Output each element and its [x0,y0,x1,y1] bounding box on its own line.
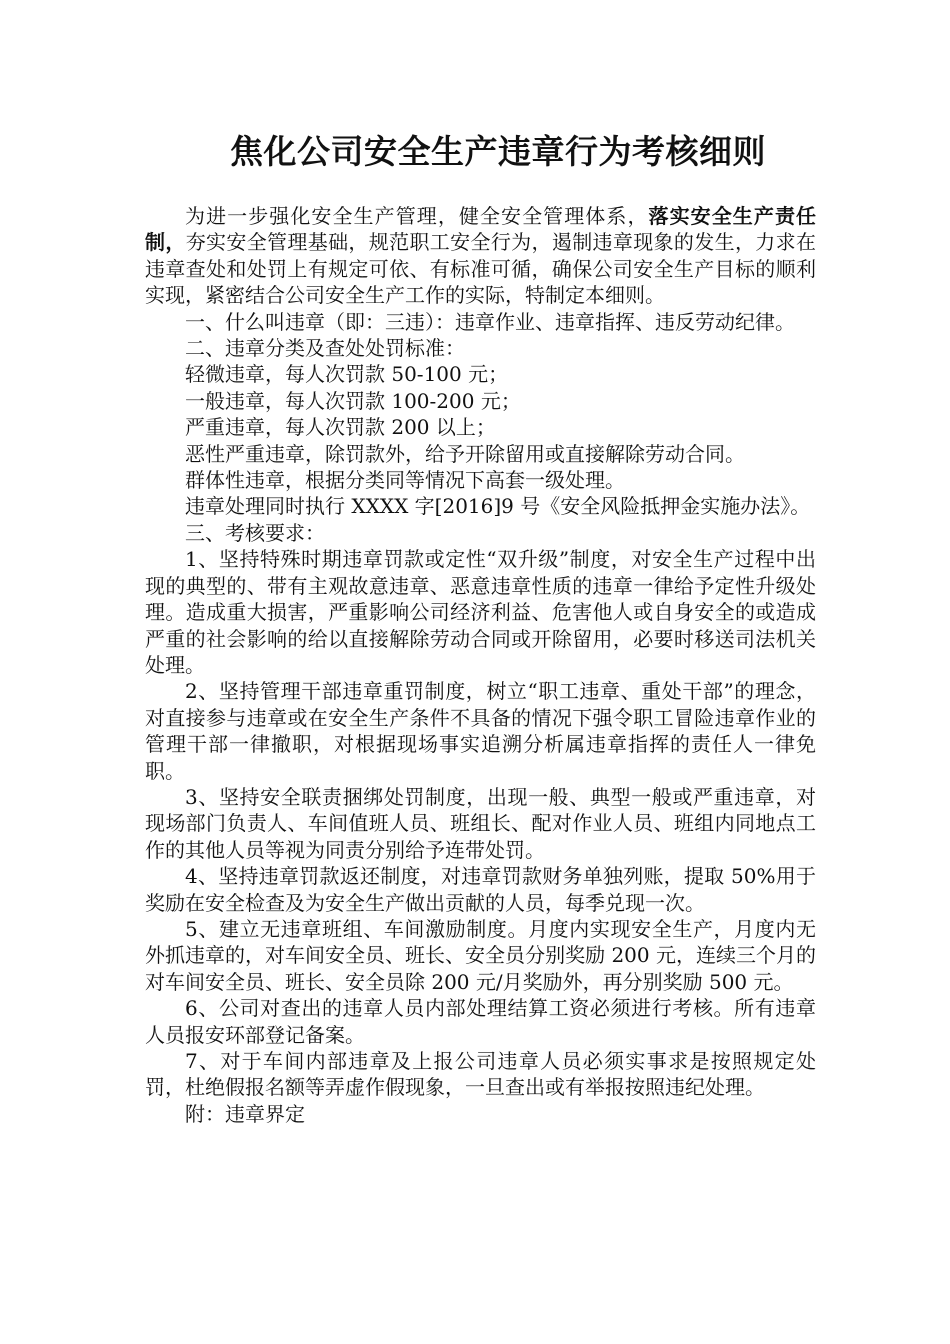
requirement-4: 4、坚持违章罚款返还制度，对违章罚款财务单独列账，提取 50%用于奖励在安全检查及为安全生产做出贡献的人员，每季兑现一次。 [145,864,816,915]
intro-paragraph [145,203,816,309]
penalty-item-vicious: 恶性严重违章，除罚款外，给予开除留用或直接解除劳动合同。 [185,441,745,466]
penalty-item-deposit: 违章处理同时执行 XXXX 字[2016]9 号《安全风险抵押金实施办法》。 [185,494,811,519]
appendix-label: 附：违章界定 [185,1101,305,1126]
requirement-3: 3、坚持安全联责捆绑处罚制度，出现一般、典型一般或严重违章，对现场部门负责人、车间值班人员、班组长、配对作业人员、班组内同地点工作的其他人员等视为同责分别给予连带处罚。 [145,784,816,862]
penalty-item-general: 一般违章，每人次罚款 100-200 元； [185,388,521,413]
intro-text-end: 夯实安全管理基础，规范职工安全行为，遏制违章现象的发生，力求在违章查处和处罚上有规定可依、有标准可循，确保公司安全生产目标的顺利实现，紧密结合公司安全生产工作的实际，特制定本细则。 [145,230,816,308]
section-heading-classification: 二、违章分类及查处处罚标准： [185,336,465,361]
document-body [145,203,816,1127]
penalty-item-group: 群体性违章，根据分类同等情况下高套一级处理。 [185,468,625,493]
requirement-2: 2、坚持管理干部违章重罚制度，树立“职工违章、重处干部”的理念，对直接参与违章或在安全生产条件不具备的情况下强令职工冒险违章作业的管理干部一律撤职，对根据现场事实追溯分析属违章指挥的责任人一律免职。 [145,679,816,783]
requirement-6: 6、公司对查出的违章人员内部处理结算工资必须进行考核。所有违章人员报安环部登记备案。 [145,996,816,1047]
section-heading-requirements: 三、考核要求： [185,520,325,545]
penalty-item-minor: 轻微违章，每人次罚款 50-100 元； [185,362,509,387]
document-title: 焦化公司安全生产违章行为考核细则 [230,132,766,171]
intro-text-start: 为进一步强化安全生产管理，健全安全管理体系， [185,204,649,228]
definition-paragraph: 一、什么叫违章（即：三违）：违章作业、违章指挥、违反劳动纪律。 [185,309,795,334]
requirement-7: 7、对于车间内部违章及上报公司违章人员必须实事求是按照规定处罚，杜绝假报名额等弄虚作假现象，一旦查出或有举报按照违纪处理。 [145,1049,816,1100]
requirement-5: 5、建立无违章班组、车间激励制度。月度内实现安全生产，月度内无外抓违章的，对车间安全员、班长、安全员分别奖励 200 元，连续三个月的对车间安全员、班长、安全员除 200 元/月奖励外，再分别奖励 500 元。 [145,916,816,994]
requirement-1: 1、坚持特殊时期违章罚款或定性“双升级”制度，对安全生产过程中出现的典型的、带有主观故意违章、恶意违章性质的违章一律给予定性升级处理。造成重大损害，严重影响公司经济利益、危害他人或自身安全的或造成严重的社会影响的给以直接解除劳动合同或开除留用，必要时移送司法机关处理。 [145,547,816,677]
intro-emphasis: 落实安全生产责任制， [145,204,817,255]
penalty-item-serious: 严重违章，每人次罚款 200 以上； [185,415,496,440]
